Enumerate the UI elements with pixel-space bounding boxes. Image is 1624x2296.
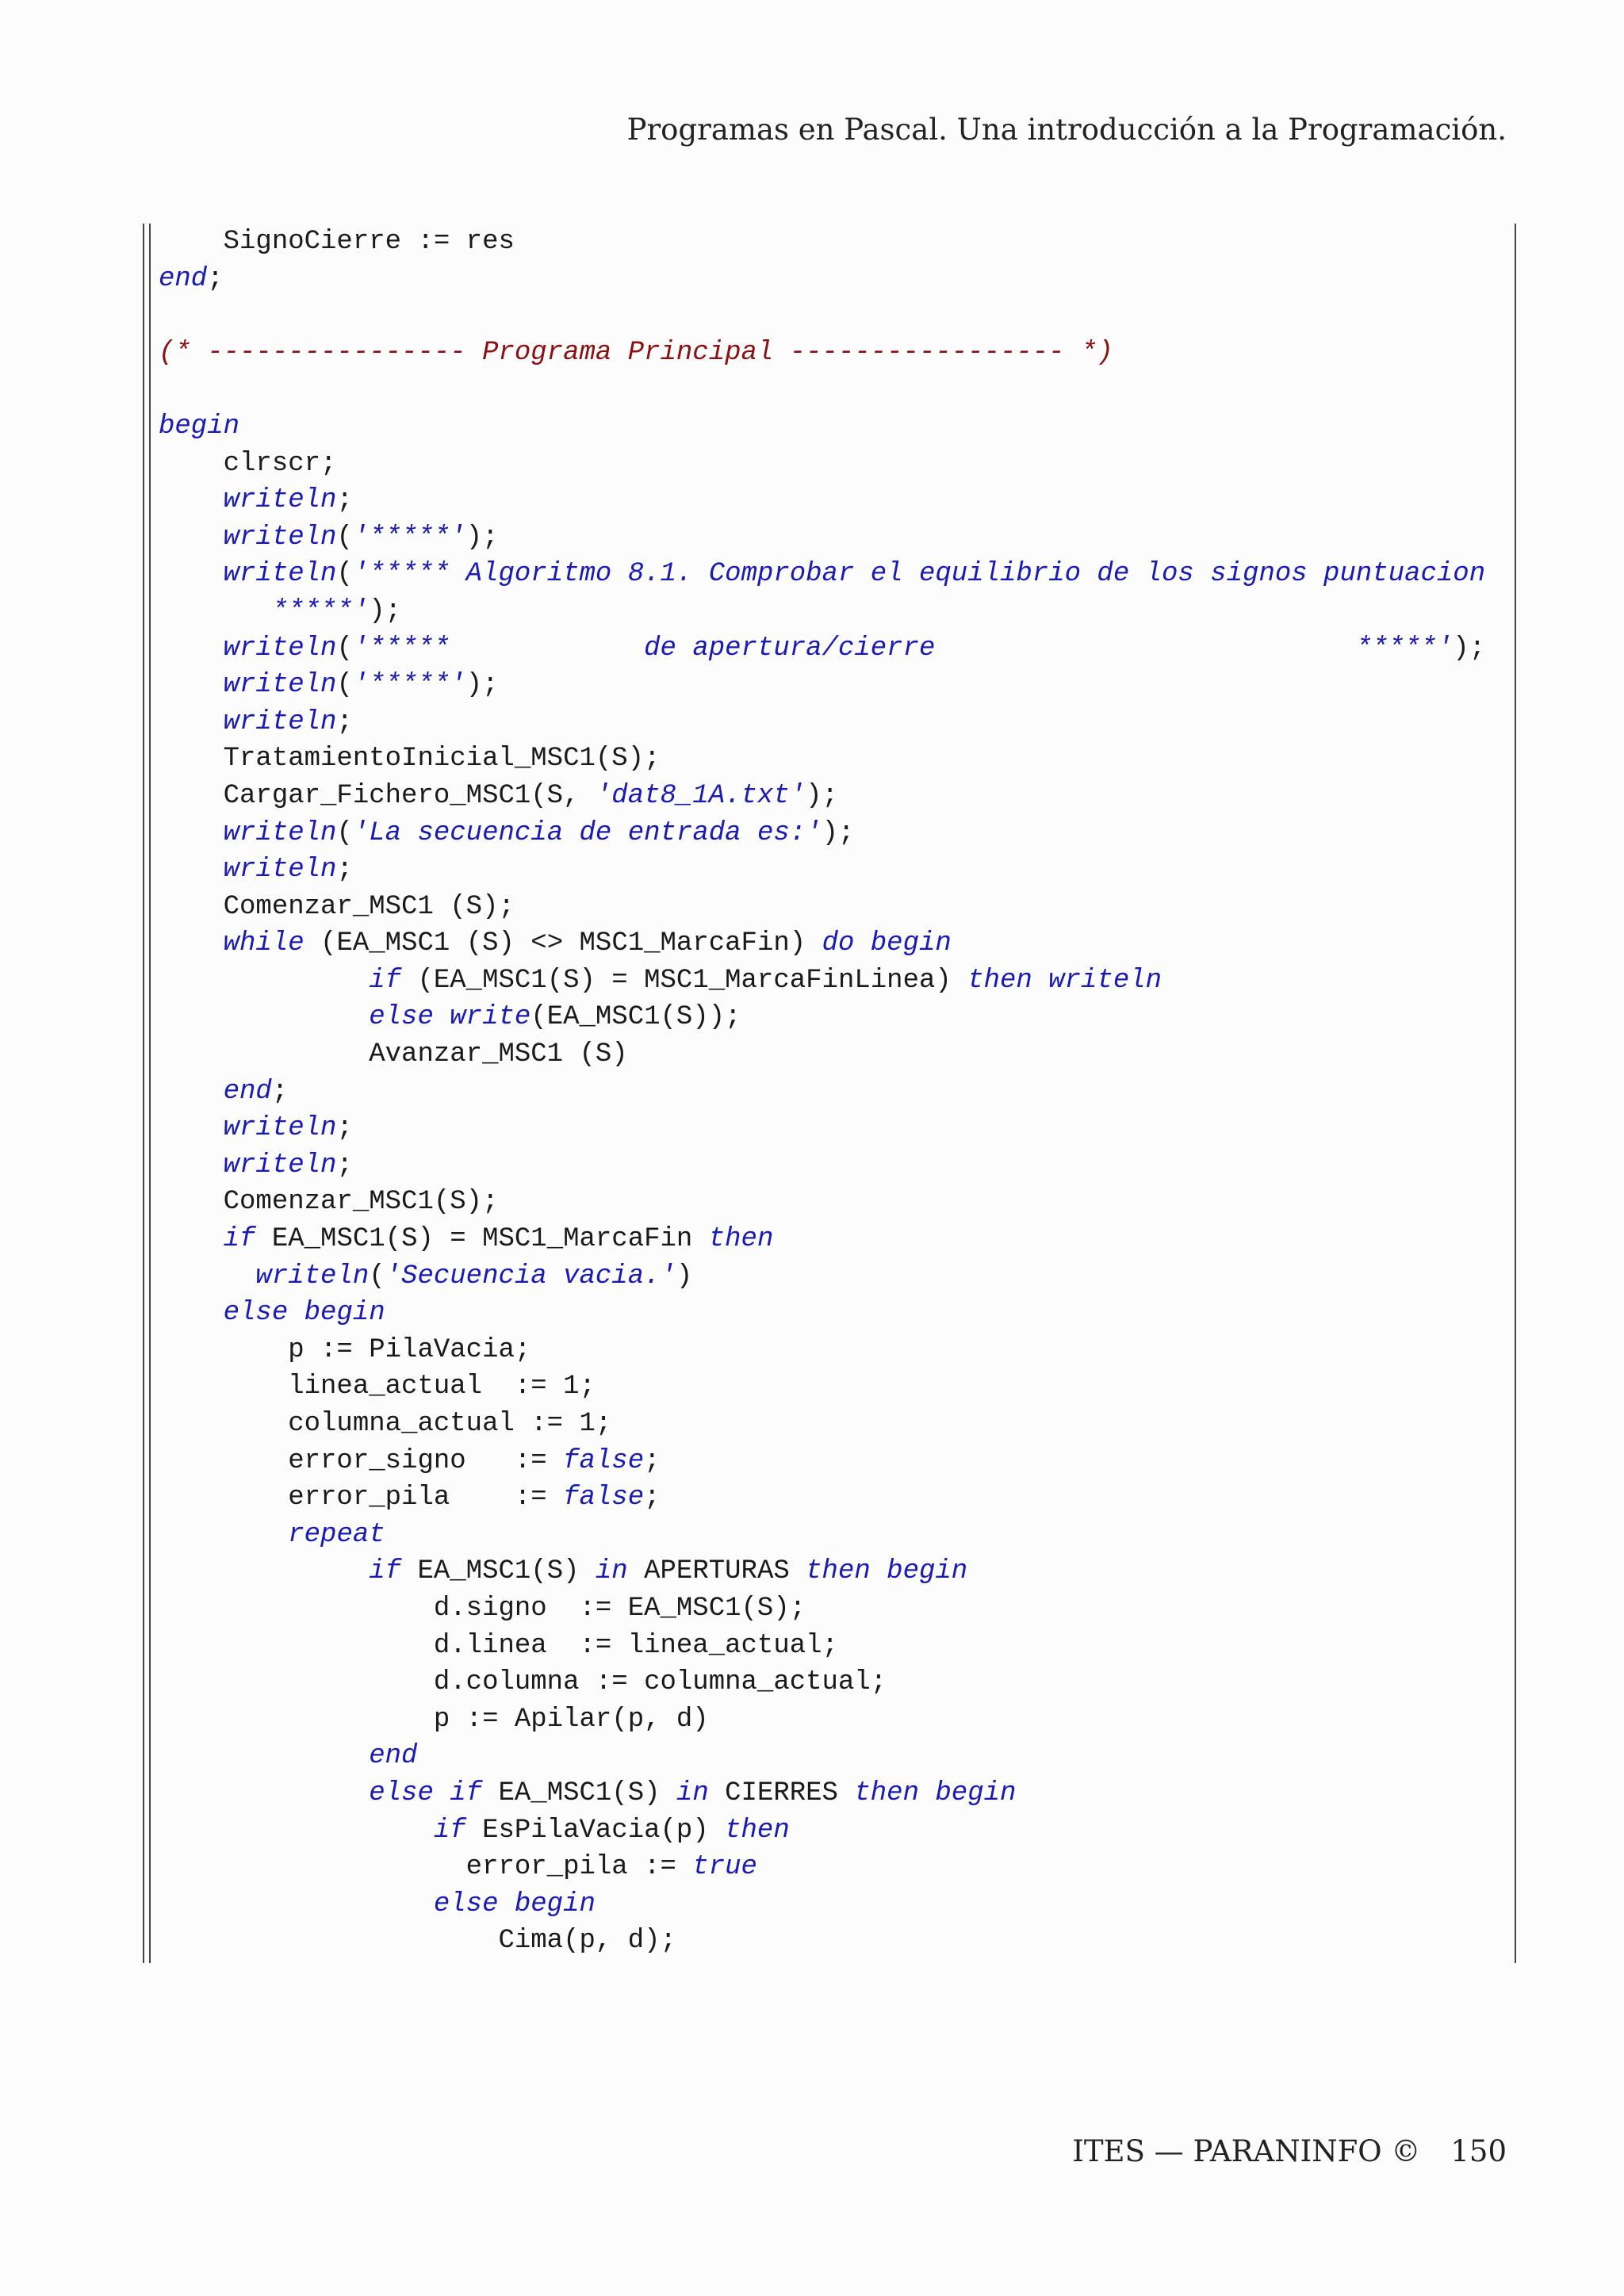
code-text <box>159 1741 369 1771</box>
code-text: ; <box>336 706 353 737</box>
code-line <box>159 482 1507 519</box>
code-text: ( <box>336 633 353 664</box>
code-line <box>159 815 1507 852</box>
code-line <box>159 1147 1507 1184</box>
code-text: ) <box>676 1261 693 1292</box>
code-line <box>159 889 1507 926</box>
code-line <box>159 1738 1507 1775</box>
code-line <box>159 1628 1507 1665</box>
code-string: '***** Algoritmo 8.1. Comprobar el equilibrio de los signos puntuacion <box>352 559 1486 590</box>
code-text <box>159 1224 224 1254</box>
code-text: ); <box>465 522 499 553</box>
code-keyword: then begin <box>854 1777 1017 1808</box>
code-keyword: writeln <box>223 522 337 553</box>
code-keyword: writeln <box>223 633 337 664</box>
code-text: linea_actual := 1; <box>159 1372 596 1402</box>
code-keyword: begin <box>159 411 240 442</box>
code-text: ; <box>336 855 353 886</box>
code-line <box>159 297 1507 335</box>
code-listing <box>159 224 1507 1960</box>
code-line <box>159 1923 1507 1960</box>
code-text: error_signo := <box>159 1445 564 1476</box>
running-header: Programas en Pascal. Una introducción a la Programación. <box>626 113 1507 147</box>
code-line <box>159 630 1507 668</box>
code-line <box>159 1517 1507 1554</box>
code-text: ); <box>822 817 855 848</box>
code-keyword: end <box>369 1741 418 1772</box>
code-keyword: if <box>433 1815 466 1846</box>
code-text: EA_MSC1(S) = MSC1_MarcaFin <box>255 1224 709 1255</box>
code-line <box>159 740 1507 778</box>
code-line <box>159 1849 1507 1886</box>
code-text: ; <box>644 1445 661 1476</box>
code-line <box>159 1258 1507 1295</box>
code-text: Comenzar_MSC1 (S); <box>159 891 515 922</box>
code-string: 'dat8_1A.txt' <box>595 780 806 811</box>
code-keyword: writeln <box>223 855 337 886</box>
page-footer <box>1072 2134 1507 2168</box>
code-keyword: writeln <box>223 670 337 701</box>
code-line <box>159 1479 1507 1517</box>
code-line <box>159 704 1507 741</box>
code-keyword: in <box>676 1777 709 1808</box>
code-keyword: true <box>692 1852 757 1883</box>
code-text <box>159 596 272 626</box>
code-keyword: writeln <box>223 1113 337 1144</box>
code-keyword: writeln <box>223 559 337 590</box>
code-text <box>159 522 224 553</box>
code-text: EA_MSC1(S) <box>401 1556 596 1587</box>
code-keyword: if <box>369 1556 402 1587</box>
code-text: ( <box>336 522 353 553</box>
code-keyword: writeln <box>223 1150 337 1181</box>
page-number: 150 <box>1450 2134 1507 2168</box>
code-string: 'Secuencia vacia.' <box>385 1261 676 1292</box>
code-keyword: while <box>223 928 304 959</box>
code-keyword: else if <box>369 1777 483 1808</box>
code-text: ; <box>336 485 353 516</box>
code-text: APERTURAS <box>627 1556 806 1587</box>
code-line <box>159 1812 1507 1850</box>
code-string: '*****' <box>352 670 466 701</box>
code-string: '***** de apertura/cierre *****' <box>352 633 1454 664</box>
code-keyword: if <box>369 965 402 996</box>
code-line <box>159 519 1507 557</box>
code-text <box>159 928 224 959</box>
code-text: ( <box>336 559 353 590</box>
code-line <box>159 1073 1507 1111</box>
code-line <box>159 1036 1507 1073</box>
code-text: (EA_MSC1 (S) <> MSC1_MarcaFin) <box>304 928 822 959</box>
code-text: d.linea := linea_actual; <box>159 1630 838 1661</box>
code-text: (EA_MSC1(S)); <box>530 1002 741 1033</box>
code-text: ); <box>1453 633 1486 664</box>
code-line <box>159 371 1507 408</box>
code-text: (EA_MSC1(S) = MSC1_MarcaFinLinea) <box>401 965 968 996</box>
code-line <box>159 1775 1507 1812</box>
code-text: Comenzar_MSC1(S); <box>159 1187 499 1218</box>
code-text: ; <box>336 1113 353 1144</box>
code-text <box>159 1556 369 1586</box>
code-text <box>159 670 224 700</box>
code-text <box>159 1261 255 1292</box>
code-keyword: if <box>223 1224 256 1255</box>
code-text: error_pila := <box>159 1483 564 1513</box>
code-text <box>159 1778 369 1808</box>
code-line <box>159 1886 1507 1923</box>
code-text: EA_MSC1(S) <box>482 1777 676 1808</box>
code-text <box>159 1816 434 1846</box>
code-comment: (* ---------------- Programa Principal ----------------- *) <box>159 337 1113 368</box>
code-line <box>159 1221 1507 1258</box>
code-text: ; <box>644 1483 661 1513</box>
code-keyword: false <box>563 1445 645 1476</box>
code-keyword: then begin <box>806 1556 968 1587</box>
code-keyword: else begin <box>433 1888 596 1919</box>
code-keyword: end <box>159 263 208 294</box>
code-frame-left-outer <box>143 224 144 1963</box>
code-line <box>159 446 1507 483</box>
code-line <box>159 1184 1507 1221</box>
code-text: ( <box>336 817 353 848</box>
code-line <box>159 1406 1507 1443</box>
code-text: ( <box>369 1261 385 1292</box>
code-keyword: then <box>708 1224 774 1255</box>
code-text: Avanzar_MSC1 (S) <box>159 1039 628 1070</box>
code-text <box>159 485 224 515</box>
code-line <box>159 962 1507 1000</box>
code-text: p := PilaVacia; <box>159 1334 531 1365</box>
code-text: ; <box>336 1150 353 1181</box>
code-text: ( <box>336 670 353 701</box>
code-line <box>159 778 1507 815</box>
code-text: ; <box>207 263 224 294</box>
code-keyword: false <box>563 1483 645 1513</box>
code-text <box>159 633 224 664</box>
code-string: *****' <box>271 595 370 626</box>
code-keyword: else begin <box>223 1298 385 1329</box>
code-text <box>159 1113 224 1143</box>
code-text: EsPilaVacia(p) <box>465 1815 726 1846</box>
code-text: clrscr; <box>159 448 337 479</box>
code-text: ); <box>806 780 838 811</box>
code-line <box>159 1332 1507 1369</box>
code-text <box>159 707 224 737</box>
code-line <box>159 1110 1507 1147</box>
code-text: d.signo := EA_MSC1(S); <box>159 1593 806 1624</box>
code-text: ; <box>271 1076 289 1107</box>
code-line <box>159 1664 1507 1701</box>
code-line <box>159 1701 1507 1739</box>
code-keyword: repeat <box>288 1519 385 1550</box>
code-keyword: writeln <box>255 1261 370 1292</box>
code-text: ); <box>369 595 402 626</box>
code-text: columna_actual := 1; <box>159 1409 612 1439</box>
code-text <box>159 818 224 848</box>
code-text: SignoCierre := res <box>159 227 515 257</box>
code-keyword: writeln <box>223 817 337 848</box>
code-line <box>159 1295 1507 1332</box>
code-text <box>159 855 224 885</box>
code-text <box>159 1077 224 1107</box>
code-line <box>159 261 1507 298</box>
code-keyword: do begin <box>822 928 952 959</box>
code-line <box>159 1553 1507 1590</box>
code-text: p := Apilar(p, d) <box>159 1704 709 1735</box>
code-frame-right <box>1515 224 1516 1963</box>
code-string: 'La secuencia de entrada es:' <box>352 817 822 848</box>
code-keyword: then writeln <box>967 965 1162 996</box>
code-text: CIERRES <box>708 1777 855 1808</box>
code-line <box>159 335 1507 372</box>
code-text <box>159 1520 288 1550</box>
code-text <box>159 1298 224 1328</box>
code-line <box>159 556 1507 593</box>
code-line <box>159 408 1507 446</box>
code-text: Cima(p, d); <box>159 1926 676 1957</box>
code-text: d.columna := columna_actual; <box>159 1667 887 1698</box>
code-text: error_pila := <box>159 1852 693 1883</box>
code-keyword: then <box>725 1815 790 1846</box>
code-line <box>159 1443 1507 1480</box>
code-keyword: writeln <box>223 706 337 737</box>
code-line <box>159 999 1507 1036</box>
code-line <box>159 1368 1507 1406</box>
code-text <box>159 1002 369 1032</box>
code-line <box>159 925 1507 962</box>
code-text <box>159 1889 434 1919</box>
code-keyword: writeln <box>223 485 337 516</box>
code-keyword: else write <box>369 1002 531 1033</box>
code-frame-left-inner <box>149 224 151 1963</box>
code-line <box>159 851 1507 889</box>
code-line <box>159 224 1507 261</box>
code-line <box>159 667 1507 704</box>
code-text: Cargar_Fichero_MSC1(S, <box>159 780 596 811</box>
code-line <box>159 1590 1507 1628</box>
code-text: TratamientoInicial_MSC1(S); <box>159 744 661 775</box>
code-text <box>159 966 369 996</box>
code-text <box>159 1150 224 1181</box>
code-line <box>159 593 1507 630</box>
code-text: ); <box>465 670 499 701</box>
code-string: '*****' <box>352 522 466 553</box>
code-keyword: end <box>223 1076 272 1107</box>
code-keyword: in <box>595 1556 628 1587</box>
footer-publisher: ITES — PARANINFO © <box>1072 2134 1421 2168</box>
code-text <box>159 559 224 589</box>
